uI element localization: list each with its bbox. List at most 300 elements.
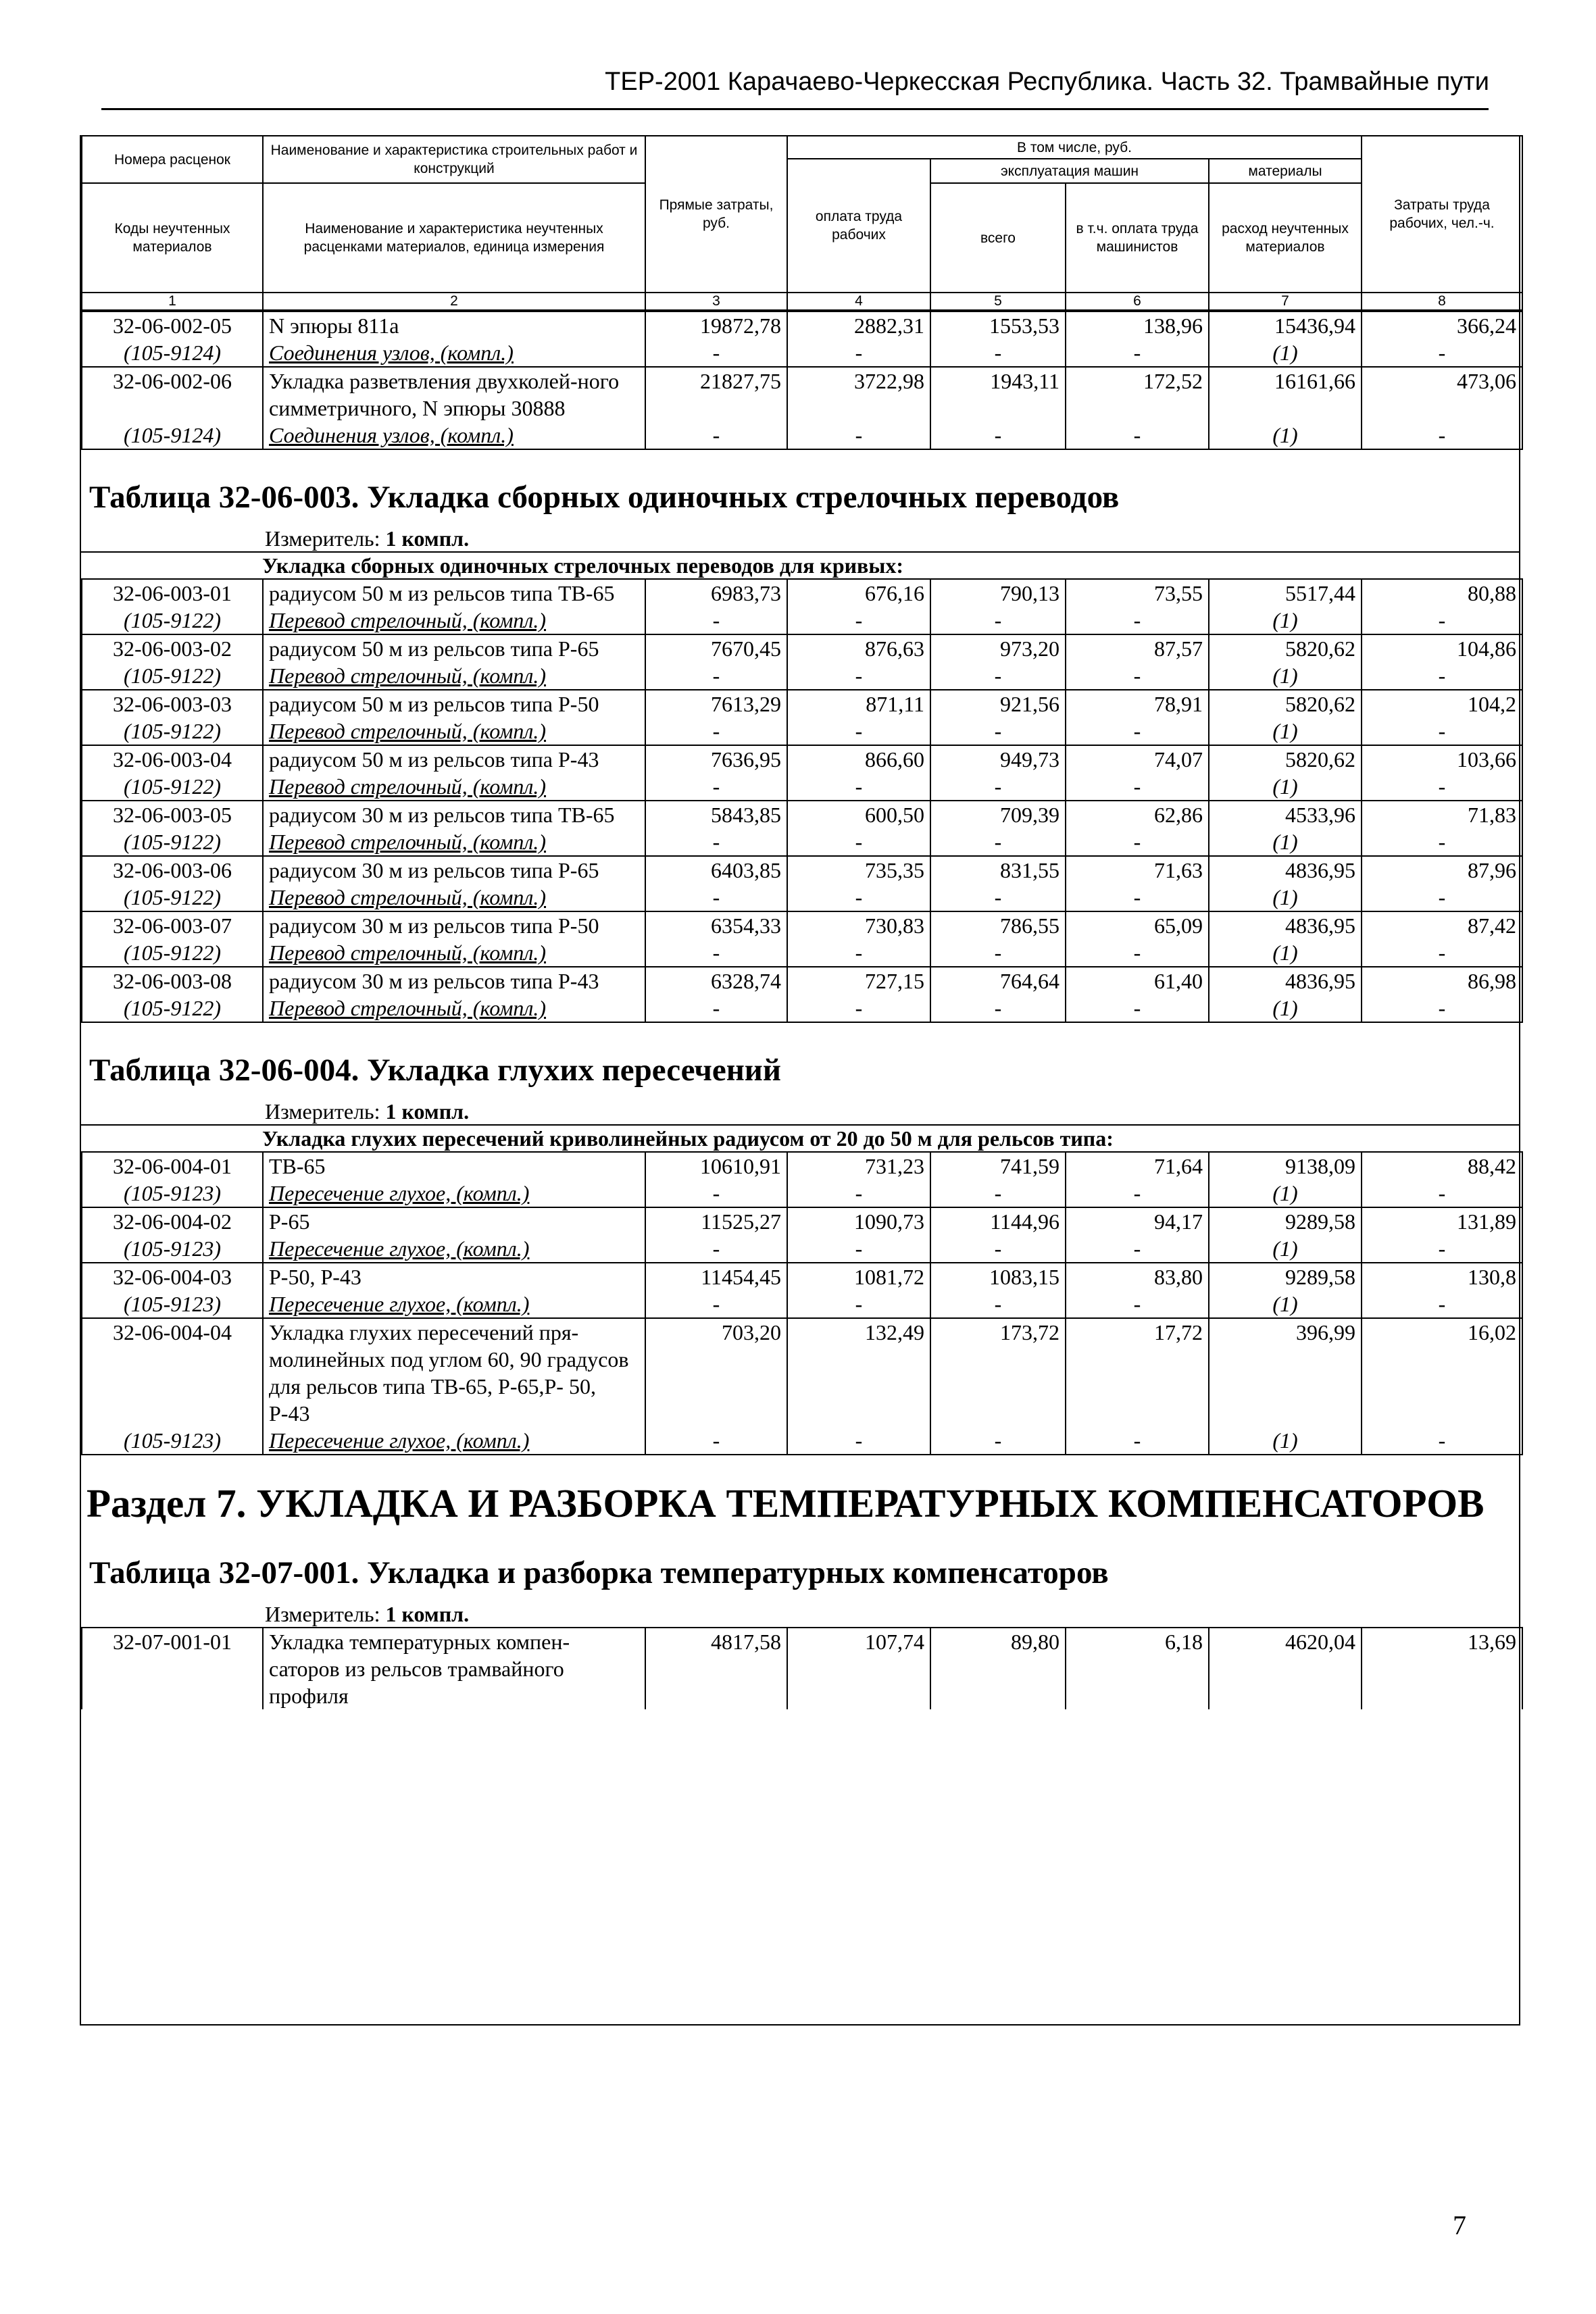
material-value: - — [787, 773, 930, 801]
cost-value: 132,49 — [787, 1318, 930, 1427]
material-value: - — [930, 939, 1066, 967]
cost-value: 366,24 — [1362, 311, 1522, 339]
material-value: - — [1362, 1235, 1522, 1263]
material-value: - — [1362, 995, 1522, 1022]
material-row — [82, 1290, 1522, 1318]
material-value: - — [1362, 1290, 1522, 1318]
cost-value: 973,20 — [930, 634, 1066, 662]
material-value: - — [1362, 773, 1522, 801]
material-value: - — [645, 607, 787, 634]
header-material-consumption: расход неучтенных материалов — [1209, 183, 1362, 293]
cost-value: 764,64 — [930, 967, 1066, 995]
cost-value: 71,64 — [1066, 1152, 1209, 1180]
material-row — [82, 607, 1522, 634]
material-description: Перевод стрелочный, (компл.) — [263, 773, 645, 801]
cost-value: 5517,44 — [1209, 579, 1362, 607]
material-value: - — [1362, 1427, 1522, 1455]
header-worker-pay: оплата труда рабочих — [787, 159, 930, 293]
header-rule — [101, 108, 1489, 110]
material-value: - — [1066, 422, 1209, 449]
material-code: (105-9123) — [82, 1235, 263, 1263]
cost-value: 138,96 — [1066, 311, 1209, 339]
material-description: Перевод стрелочный, (компл.) — [263, 607, 645, 634]
cost-value: 1090,73 — [787, 1207, 930, 1235]
material-description: Перевод стрелочный, (компл.) — [263, 995, 645, 1022]
cost-value: 62,86 — [1066, 801, 1209, 828]
material-row — [82, 1235, 1522, 1263]
cost-value: 86,98 — [1362, 967, 1522, 995]
cost-value: 10610,91 — [645, 1152, 787, 1180]
work-description: радиусом 30 м из рельсов типа ТВ-65 — [263, 801, 645, 828]
material-value: - — [1066, 1427, 1209, 1455]
work-description: Укладка глухих пересечений пря-молинейных под углом 60, 90 градусов для рельсов типа ТВ-65, Р-65,Р- 50, Р-43 — [263, 1318, 645, 1427]
table003-meter — [84, 526, 1516, 551]
cost-value: 741,59 — [930, 1152, 1066, 1180]
rate-code: 32-06-003-07 — [82, 911, 263, 939]
cost-value: 831,55 — [930, 856, 1066, 884]
cost-value: 5820,62 — [1209, 634, 1362, 662]
work-description: радиусом 50 м из рельсов типа Р-43 — [263, 745, 645, 773]
cost-value: 5843,85 — [645, 801, 787, 828]
material-value: - — [1362, 939, 1522, 967]
material-value: - — [645, 828, 787, 856]
work-description: Укладка разветвления двухколей-ного симметричного, N эпюры 30888 — [263, 367, 645, 422]
table-row — [82, 801, 1522, 828]
material-row — [82, 1427, 1522, 1455]
cost-value: 600,50 — [787, 801, 930, 828]
material-value: - — [1066, 828, 1209, 856]
work-description: радиусом 50 м из рельсов типа Р-65 — [263, 634, 645, 662]
cost-value: 4836,95 — [1209, 967, 1362, 995]
cost-value: 473,06 — [1362, 367, 1522, 422]
material-value: - — [930, 884, 1066, 911]
material-value: - — [1066, 995, 1209, 1022]
column-number: 4 — [787, 293, 930, 310]
cost-value: 7636,95 — [645, 745, 787, 773]
cost-value: 87,96 — [1362, 856, 1522, 884]
material-row — [82, 773, 1522, 801]
material-value: - — [645, 939, 787, 967]
material-description: Перевод стрелочный, (компл.) — [263, 828, 645, 856]
cost-value: 83,80 — [1066, 1263, 1209, 1290]
material-value: - — [1362, 662, 1522, 690]
material-value: (1) — [1209, 1290, 1362, 1318]
cost-value: 87,57 — [1066, 634, 1209, 662]
work-description: радиусом 50 м из рельсов типа Р-50 — [263, 690, 645, 718]
material-value: (1) — [1209, 1427, 1362, 1455]
material-value: (1) — [1209, 662, 1362, 690]
header-column-numbers — [82, 293, 1522, 310]
cost-value: 89,80 — [930, 1628, 1066, 1709]
rate-code: 32-06-002-06 — [82, 367, 263, 422]
material-value: - — [1362, 607, 1522, 634]
cost-value: 3722,98 — [787, 367, 930, 422]
cost-value: 130,8 — [1362, 1263, 1522, 1290]
material-value: - — [645, 718, 787, 745]
rate-code: 32-06-004-02 — [82, 1207, 263, 1235]
material-description: Пересечение глухое, (компл.) — [263, 1290, 645, 1318]
material-value: - — [1362, 1180, 1522, 1207]
page-frame — [80, 135, 1520, 2026]
cost-value: 13,69 — [1362, 1628, 1522, 1709]
material-description: Перевод стрелочный, (компл.) — [263, 718, 645, 745]
cost-value: 1083,15 — [930, 1263, 1066, 1290]
material-code: (105-9124) — [82, 339, 263, 367]
work-description: Р-50, Р-43 — [263, 1263, 645, 1290]
material-value: - — [930, 1427, 1066, 1455]
material-row — [82, 422, 1522, 449]
material-value: - — [1066, 718, 1209, 745]
cost-value: 16,02 — [1362, 1318, 1522, 1427]
table-block1 — [81, 311, 1523, 450]
rate-code: 32-06-004-04 — [82, 1318, 263, 1427]
cost-value: 921,56 — [930, 690, 1066, 718]
material-value: - — [645, 773, 787, 801]
column-number: 8 — [1362, 293, 1522, 310]
meter-value: 1 компл. — [385, 1602, 470, 1626]
cost-value: 731,23 — [787, 1152, 930, 1180]
material-code: (105-9122) — [82, 773, 263, 801]
header-direct-costs: Прямые затраты, руб. — [645, 136, 787, 293]
material-description: Пересечение глухое, (компл.) — [263, 1235, 645, 1263]
material-value: - — [1066, 884, 1209, 911]
material-value: - — [930, 662, 1066, 690]
material-row — [82, 939, 1522, 967]
cost-value: 6354,33 — [645, 911, 787, 939]
cost-value: 19872,78 — [645, 311, 787, 339]
rate-code: 32-06-003-06 — [82, 856, 263, 884]
rate-code: 32-06-003-02 — [82, 634, 263, 662]
meter-value: 1 компл. — [385, 526, 470, 551]
material-value: - — [1362, 828, 1522, 856]
header-operator-pay: в т.ч. оплата труда машинистов — [1066, 183, 1209, 293]
material-value: - — [1362, 339, 1522, 367]
material-value: (1) — [1209, 939, 1362, 967]
cost-value: 78,91 — [1066, 690, 1209, 718]
table004-heading — [81, 1023, 1519, 1124]
column-number: 6 — [1066, 293, 1209, 310]
cost-value: 173,72 — [930, 1318, 1066, 1427]
material-row — [82, 339, 1522, 367]
material-description: Перевод стрелочный, (компл.) — [263, 884, 645, 911]
cost-value: 871,11 — [787, 690, 930, 718]
rate-code: 32-06-004-01 — [82, 1152, 263, 1180]
cost-value: 11454,45 — [645, 1263, 787, 1290]
material-value: - — [930, 995, 1066, 1022]
cost-value: 735,35 — [787, 856, 930, 884]
cost-value: 790,13 — [930, 579, 1066, 607]
material-description: Перевод стрелочный, (компл.) — [263, 662, 645, 690]
material-value: - — [787, 1427, 930, 1455]
work-description: N эпюры 811а — [263, 311, 645, 339]
cost-value: 131,89 — [1362, 1207, 1522, 1235]
cost-value: 172,52 — [1066, 367, 1209, 422]
material-code: (105-9122) — [82, 718, 263, 745]
cost-value: 786,55 — [930, 911, 1066, 939]
material-value: - — [1066, 662, 1209, 690]
cost-value: 74,07 — [1066, 745, 1209, 773]
cost-value: 4620,04 — [1209, 1628, 1362, 1709]
material-value: - — [1066, 607, 1209, 634]
header-machines-total: всего — [930, 183, 1066, 293]
header-labor-costs: Затраты труда рабочих, чел.-ч. — [1362, 136, 1522, 293]
cost-value: 80,88 — [1362, 579, 1522, 607]
header-rate-numbers: Номера расценок — [82, 136, 263, 183]
material-value: - — [1066, 339, 1209, 367]
material-row — [82, 884, 1522, 911]
material-value: - — [930, 1180, 1066, 1207]
material-value: - — [1066, 939, 1209, 967]
material-value: (1) — [1209, 773, 1362, 801]
material-value: - — [930, 828, 1066, 856]
material-description: Соединения узлов, (компл.) — [263, 339, 645, 367]
table004-meter — [84, 1099, 1516, 1124]
table-row — [82, 367, 1522, 422]
cost-value: 65,09 — [1066, 911, 1209, 939]
cost-value: 730,83 — [787, 911, 930, 939]
material-value: - — [1066, 773, 1209, 801]
table-row — [82, 1628, 1522, 1709]
cost-value: 4817,58 — [645, 1628, 787, 1709]
material-row — [82, 995, 1522, 1022]
cost-value: 9289,58 — [1209, 1263, 1362, 1290]
header-material-name: Наименование и характеристика неучтенных расценками материалов, единица измерения — [263, 183, 645, 293]
work-description: радиусом 50 м из рельсов типа ТВ-65 — [263, 579, 645, 607]
material-value: - — [645, 1180, 787, 1207]
section7-title: Раздел 7. УКЛАДКА И РАЗБОРКА ТЕМПЕРАТУРНЫХ КОМПЕНСАТОРОВ — [86, 1481, 1485, 1526]
table003-title: Таблица 32-06-003. Укладка сборных одиночных стрелочных переводов — [89, 480, 1120, 515]
material-value: - — [1066, 1180, 1209, 1207]
table003-heading — [81, 450, 1519, 551]
table004-title: Таблица 32-06-004. Укладка глухих пересечений — [89, 1053, 781, 1088]
table003-subheader: Укладка сборных одиночных стрелочных переводов для кривых: — [81, 551, 1519, 578]
material-value: (1) — [1209, 1235, 1362, 1263]
material-value: - — [1362, 718, 1522, 745]
material-row — [82, 662, 1522, 690]
cost-value: 7613,29 — [645, 690, 787, 718]
material-description: Пересечение глухое, (компл.) — [263, 1427, 645, 1455]
rate-code: 32-06-004-03 — [82, 1263, 263, 1290]
cost-value: 727,15 — [787, 967, 930, 995]
material-code: (105-9122) — [82, 662, 263, 690]
table7001-title: Таблица 32-07-001. Укладка и разборка температурных компенсаторов — [89, 1555, 1109, 1590]
cost-value: 61,40 — [1066, 967, 1209, 995]
cost-value: 866,60 — [787, 745, 930, 773]
material-value: - — [787, 995, 930, 1022]
cost-value: 1553,53 — [930, 311, 1066, 339]
material-value: - — [930, 773, 1066, 801]
material-code: (105-9122) — [82, 607, 263, 634]
material-value: - — [645, 884, 787, 911]
rate-code: 32-06-003-05 — [82, 801, 263, 828]
cost-value: 21827,75 — [645, 367, 787, 422]
rate-code: 32-06-003-04 — [82, 745, 263, 773]
cost-value: 5820,62 — [1209, 745, 1362, 773]
table-row — [82, 1318, 1522, 1427]
cost-value: 104,2 — [1362, 690, 1522, 718]
cost-value: 703,20 — [645, 1318, 787, 1427]
column-number: 5 — [930, 293, 1066, 310]
cost-value: 949,73 — [930, 745, 1066, 773]
material-row — [82, 828, 1522, 856]
work-description: Р-65 — [263, 1207, 645, 1235]
column-number: 3 — [645, 293, 787, 310]
material-code: (105-9122) — [82, 995, 263, 1022]
material-value: - — [930, 718, 1066, 745]
rate-code: 32-06-002-05 — [82, 311, 263, 339]
meter-label: Измеритель: — [265, 1099, 386, 1124]
material-value: - — [1066, 1290, 1209, 1318]
running-header: ТЕР-2001 Карачаево-Черкесская Республика. Часть 32. Трамвайные пути — [605, 68, 1489, 96]
material-code: (105-9123) — [82, 1427, 263, 1455]
cost-value: 6403,85 — [645, 856, 787, 884]
page-number: 7 — [1453, 2210, 1466, 2240]
material-value: - — [930, 422, 1066, 449]
material-value: - — [1066, 1235, 1209, 1263]
material-value: (1) — [1209, 884, 1362, 911]
material-value: - — [645, 422, 787, 449]
material-value: - — [787, 828, 930, 856]
table-row — [82, 911, 1522, 939]
material-value: (1) — [1209, 422, 1362, 449]
material-value: (1) — [1209, 607, 1362, 634]
material-value: (1) — [1209, 828, 1362, 856]
material-row — [82, 718, 1522, 745]
material-value: - — [787, 1235, 930, 1263]
table-row — [82, 856, 1522, 884]
header-machines: эксплуатация машин — [930, 159, 1209, 183]
table-row — [82, 690, 1522, 718]
material-value: - — [787, 1180, 930, 1207]
material-value: - — [787, 422, 930, 449]
column-number: 1 — [82, 293, 263, 310]
material-value: - — [930, 1235, 1066, 1263]
cost-value: 9289,58 — [1209, 1207, 1362, 1235]
material-value: - — [787, 939, 930, 967]
table-row — [82, 1152, 1522, 1180]
material-value: - — [930, 1290, 1066, 1318]
material-value: - — [787, 884, 930, 911]
material-value: - — [1362, 422, 1522, 449]
cost-value: 1943,11 — [930, 367, 1066, 422]
material-value: - — [645, 1235, 787, 1263]
cost-value: 1081,72 — [787, 1263, 930, 1290]
work-description: ТВ-65 — [263, 1152, 645, 1180]
table-row — [82, 967, 1522, 995]
cost-value: 73,55 — [1066, 579, 1209, 607]
cost-value: 104,86 — [1362, 634, 1522, 662]
material-value: - — [645, 662, 787, 690]
cost-value: 16161,66 — [1209, 367, 1362, 422]
material-value: - — [645, 1290, 787, 1318]
rate-code: 32-07-001-01 — [82, 1628, 263, 1709]
material-value: - — [787, 339, 930, 367]
material-value: - — [930, 607, 1066, 634]
cost-value: 71,63 — [1066, 856, 1209, 884]
work-description: радиусом 30 м из рельсов типа Р-65 — [263, 856, 645, 884]
cost-value: 87,42 — [1362, 911, 1522, 939]
table004 — [81, 1151, 1523, 1455]
material-row — [82, 1180, 1522, 1207]
meter-label: Измеритель: — [265, 526, 386, 551]
material-value: (1) — [1209, 1180, 1362, 1207]
header-work-name: Наименование и характеристика строительных работ и конструкций — [263, 136, 645, 183]
cost-value: 4533,96 — [1209, 801, 1362, 828]
material-code: (105-9124) — [82, 422, 263, 449]
table-row — [82, 1263, 1522, 1290]
cost-value: 107,74 — [787, 1628, 930, 1709]
cost-value: 4836,95 — [1209, 911, 1362, 939]
table-row — [82, 1207, 1522, 1235]
cost-value: 876,63 — [787, 634, 930, 662]
material-value: - — [930, 339, 1066, 367]
material-value: - — [1362, 884, 1522, 911]
cost-value: 71,83 — [1362, 801, 1522, 828]
table7001-heading — [81, 1547, 1519, 1627]
cost-value: 9138,09 — [1209, 1152, 1362, 1180]
table004-subheader: Укладка глухих пересечений криволинейных радиусом от 20 до 50 м для рельсов типа: — [81, 1124, 1519, 1151]
cost-value: 1144,96 — [930, 1207, 1066, 1235]
material-code: (105-9123) — [82, 1290, 263, 1318]
cost-value: 4836,95 — [1209, 856, 1362, 884]
header-including: В том числе, руб. — [787, 136, 1362, 159]
cost-value: 15436,94 — [1209, 311, 1362, 339]
table-row — [82, 634, 1522, 662]
rate-code: 32-06-003-08 — [82, 967, 263, 995]
table-column-header — [81, 135, 1523, 311]
table7001 — [81, 1627, 1523, 1709]
cost-value: 5820,62 — [1209, 690, 1362, 718]
table7001-meter — [84, 1601, 1516, 1627]
cost-value: 6,18 — [1066, 1628, 1209, 1709]
material-code: (105-9122) — [82, 828, 263, 856]
rate-code: 32-06-003-01 — [82, 579, 263, 607]
table003 — [81, 578, 1523, 1023]
cost-value: 6983,73 — [645, 579, 787, 607]
material-value: - — [787, 718, 930, 745]
header-material-codes: Коды неучтенных материалов — [82, 183, 263, 293]
cost-value: 676,16 — [787, 579, 930, 607]
table-row — [82, 745, 1522, 773]
material-value: (1) — [1209, 339, 1362, 367]
material-code: (105-9122) — [82, 939, 263, 967]
cost-value: 7670,45 — [645, 634, 787, 662]
material-value: - — [645, 1427, 787, 1455]
cost-value: 103,66 — [1362, 745, 1522, 773]
cost-value: 6328,74 — [645, 967, 787, 995]
rate-code: 32-06-003-03 — [82, 690, 263, 718]
material-value: - — [787, 662, 930, 690]
work-description: Укладка температурных компен-саторов из рельсов трамвайного профиля — [263, 1628, 645, 1709]
cost-value: 709,39 — [930, 801, 1066, 828]
material-code: (105-9122) — [82, 884, 263, 911]
table-row — [82, 311, 1522, 339]
material-description: Пересечение глухое, (компл.) — [263, 1180, 645, 1207]
cost-value: 94,17 — [1066, 1207, 1209, 1235]
material-value: - — [645, 339, 787, 367]
material-value: (1) — [1209, 718, 1362, 745]
column-number: 2 — [263, 293, 645, 310]
column-number: 7 — [1209, 293, 1362, 310]
material-value: - — [787, 607, 930, 634]
material-description: Перевод стрелочный, (компл.) — [263, 939, 645, 967]
cost-value: 11525,27 — [645, 1207, 787, 1235]
material-value: - — [645, 995, 787, 1022]
cost-value: 17,72 — [1066, 1318, 1209, 1427]
header-materials: материалы — [1209, 159, 1362, 183]
table-row — [82, 579, 1522, 607]
meter-value: 1 компл. — [385, 1099, 470, 1124]
